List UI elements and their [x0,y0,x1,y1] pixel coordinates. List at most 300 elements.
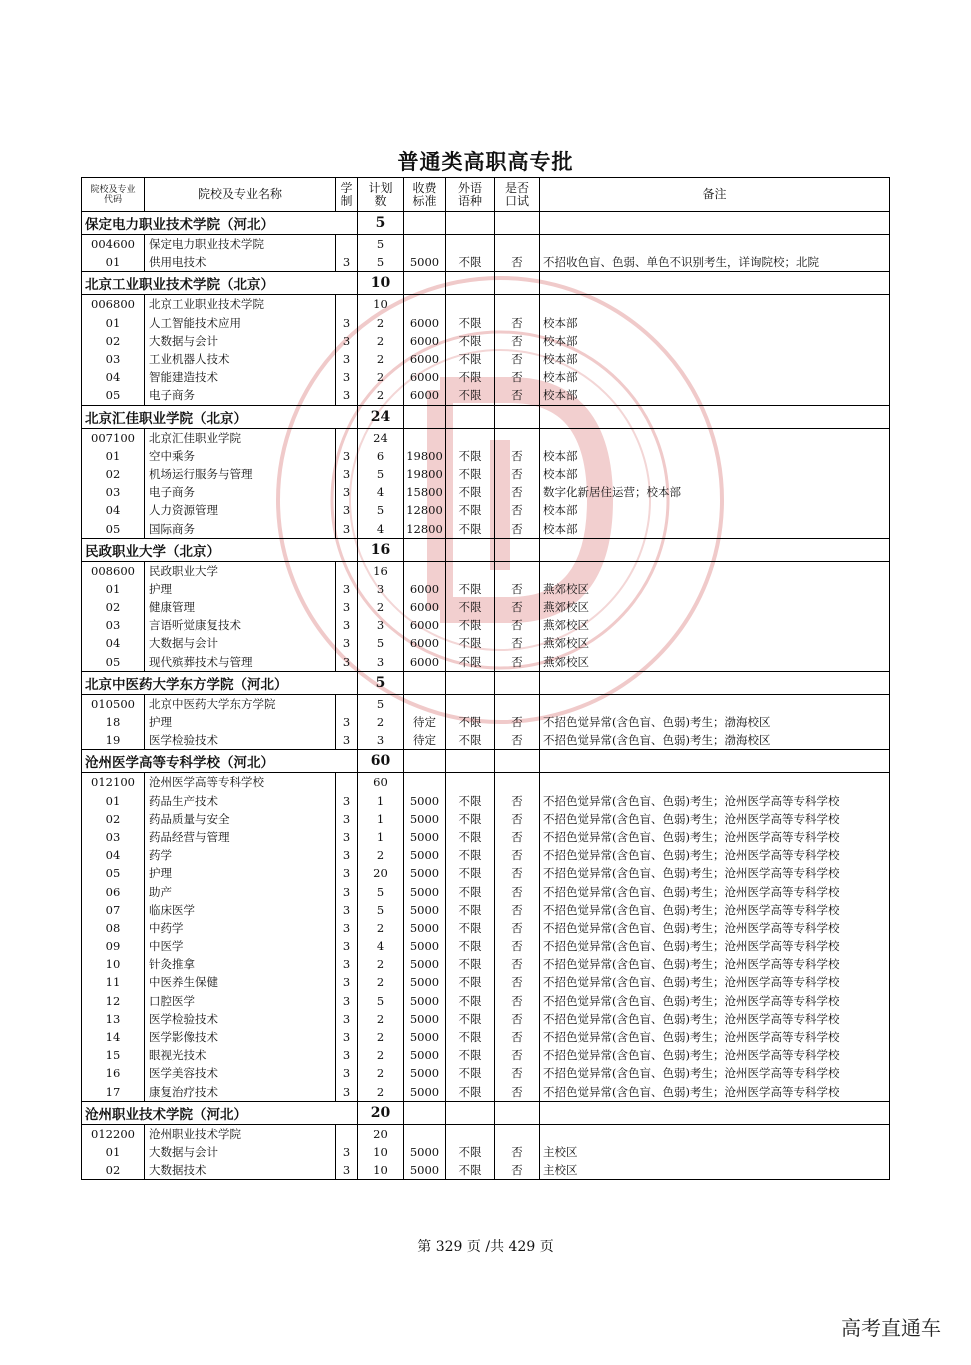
major-oral: 否 [495,955,540,973]
major-years: 3 [336,332,358,350]
major-row [82,731,890,750]
major-plan: 2 [358,386,404,405]
major-fee: 5000 [404,955,446,973]
major-language: 不限 [446,1143,495,1161]
header-name: 院校及专业名称 [145,178,336,212]
major-years: 3 [336,1064,358,1082]
major-row [82,314,890,332]
major-row [82,616,890,634]
major-plan: 5 [358,901,404,919]
major-code: 02 [82,810,145,828]
major-code: 02 [82,598,145,616]
major-code: 02 [82,1161,145,1180]
major-language: 不限 [446,653,495,672]
major-fee: 6000 [404,598,446,616]
major-name: 医学美容技术 [145,1064,336,1082]
major-name: 医学检验技术 [145,1010,336,1028]
table-body [82,212,890,1180]
major-code: 14 [82,1028,145,1046]
major-code: 02 [82,332,145,350]
major-fee: 5000 [404,864,446,882]
major-language: 不限 [446,792,495,810]
institution-header-row [82,538,890,561]
major-language: 不限 [446,465,495,483]
institution-plan-total: 5 [358,671,404,694]
major-oral: 否 [495,1010,540,1028]
major-name: 护理 [145,580,336,598]
major-oral: 否 [495,350,540,368]
major-fee: 6000 [404,368,446,386]
major-code: 06 [82,882,145,900]
major-oral: 否 [495,519,540,538]
major-fee: 5000 [404,973,446,991]
major-name: 机场运行服务与管理 [145,465,336,483]
major-oral: 否 [495,483,540,501]
major-language: 不限 [446,1046,495,1064]
major-name: 药学 [145,846,336,864]
major-name: 大数据与会计 [145,1143,336,1161]
major-oral: 否 [495,731,540,750]
institution-name: 沧州职业技术学院 [145,1124,336,1143]
major-remark: 主校区 [540,1161,890,1180]
major-code: 03 [82,350,145,368]
major-language: 不限 [446,386,495,405]
institution-plan: 16 [358,561,404,580]
institution-code: 007100 [82,428,145,447]
major-row [82,253,890,272]
major-code: 01 [82,580,145,598]
major-code: 04 [82,368,145,386]
major-fee: 5000 [404,882,446,900]
major-remark: 校本部 [540,465,890,483]
major-code: 12 [82,992,145,1010]
major-language: 不限 [446,634,495,652]
institution-plan: 24 [358,428,404,447]
institution-code-row [82,561,890,580]
major-name: 中医学 [145,937,336,955]
major-language: 不限 [446,973,495,991]
major-name: 护理 [145,713,336,731]
major-plan: 20 [358,864,404,882]
major-plan: 2 [358,846,404,864]
major-plan: 2 [358,332,404,350]
major-plan: 10 [358,1143,404,1161]
institution-name: 沧州医学高等专科学校 [145,773,336,792]
institution-header-row [82,671,890,694]
major-name: 国际商务 [145,519,336,538]
institution-name: 民政职业大学 [145,561,336,580]
major-language: 不限 [446,1083,495,1102]
major-oral: 否 [495,580,540,598]
major-years: 3 [336,846,358,864]
institution-code-row [82,295,890,314]
major-remark: 校本部 [540,314,890,332]
major-code: 01 [82,1143,145,1161]
major-language: 不限 [446,483,495,501]
major-code: 19 [82,731,145,750]
major-years: 3 [336,1143,358,1161]
institution-code: 012100 [82,773,145,792]
major-name: 眼视光技术 [145,1046,336,1064]
major-remark: 不招色觉异常(含色盲、色弱)考生；沧州医学高等专科学校 [540,937,890,955]
institution-title: 北京中医药大学东方学院（河北） [82,671,358,694]
major-remark: 不招色觉异常(含色盲、色弱)考生；沧州医学高等专科学校 [540,1064,890,1082]
major-name: 现代殡葬技术与管理 [145,653,336,672]
major-plan: 1 [358,828,404,846]
institution-plan-total: 16 [358,538,404,561]
institution-name: 北京汇佳职业学院 [145,428,336,447]
major-fee: 5000 [404,919,446,937]
institution-code: 012200 [82,1124,145,1143]
major-row [82,483,890,501]
major-row [82,368,890,386]
major-name: 大数据与会计 [145,634,336,652]
institution-code-row [82,428,890,447]
institution-header-row [82,272,890,295]
major-oral: 否 [495,792,540,810]
institution-code-row [82,694,890,713]
major-row [82,713,890,731]
major-years: 3 [336,713,358,731]
major-language: 不限 [446,501,495,519]
major-code: 01 [82,314,145,332]
major-row [82,973,890,991]
major-remark: 不招色觉异常(含色盲、色弱)考生；沧州医学高等专科学校 [540,919,890,937]
major-row [82,598,890,616]
institution-title: 沧州医学高等专科学校（河北） [82,750,358,773]
major-plan: 1 [358,810,404,828]
major-plan: 2 [358,1064,404,1082]
institution-code: 004600 [82,235,145,254]
major-code: 03 [82,616,145,634]
major-remark: 校本部 [540,386,890,405]
major-years: 3 [336,973,358,991]
major-row [82,332,890,350]
institution-plan-total: 60 [358,750,404,773]
institution-plan-total: 5 [358,212,404,235]
major-row [82,955,890,973]
major-code: 07 [82,901,145,919]
major-code: 16 [82,1064,145,1082]
major-years: 3 [336,955,358,973]
major-code: 13 [82,1010,145,1028]
major-oral: 否 [495,386,540,405]
major-remark: 校本部 [540,501,890,519]
major-language: 不限 [446,253,495,272]
major-remark: 不招色觉异常(含色盲、色弱)考生；沧州医学高等专科学校 [540,810,890,828]
major-fee: 5000 [404,1161,446,1180]
major-remark: 不招色觉异常(含色盲、色弱)考生；沧州医学高等专科学校 [540,882,890,900]
header-fee: 收费 标准 [404,178,446,212]
major-plan: 2 [358,973,404,991]
major-remark: 不招色觉异常(含色盲、色弱)考生；沧州医学高等专科学校 [540,973,890,991]
major-code: 05 [82,519,145,538]
major-plan: 2 [358,955,404,973]
major-plan: 2 [358,1046,404,1064]
header-remark: 备注 [540,178,890,212]
major-plan: 4 [358,937,404,955]
major-fee: 5000 [404,1010,446,1028]
major-fee: 5000 [404,1028,446,1046]
major-years: 3 [336,314,358,332]
major-years: 3 [336,519,358,538]
major-fee: 15800 [404,483,446,501]
major-years: 3 [336,1161,358,1180]
major-code: 01 [82,447,145,465]
major-remark: 不招色觉异常(含色盲、色弱)考生；沧州医学高等专科学校 [540,901,890,919]
major-years: 3 [336,792,358,810]
major-language: 不限 [446,1010,495,1028]
major-years: 3 [336,937,358,955]
major-row [82,882,890,900]
major-fee: 5000 [404,992,446,1010]
major-row [82,810,890,828]
major-code: 11 [82,973,145,991]
major-years: 3 [336,992,358,1010]
major-fee: 12800 [404,519,446,538]
major-name: 中医养生保健 [145,973,336,991]
major-plan: 5 [358,501,404,519]
major-row [82,634,890,652]
major-code: 15 [82,1046,145,1064]
institution-name: 保定电力职业技术学院 [145,235,336,254]
major-oral: 否 [495,846,540,864]
major-plan: 2 [358,713,404,731]
major-fee: 5000 [404,937,446,955]
major-language: 不限 [446,882,495,900]
major-years: 3 [336,1028,358,1046]
major-plan: 5 [358,992,404,1010]
major-row [82,501,890,519]
major-row [82,864,890,882]
major-remark: 燕郊校区 [540,653,890,672]
major-remark: 不招色觉异常(含色盲、色弱)考生；沧州医学高等专科学校 [540,1046,890,1064]
major-fee: 5000 [404,1064,446,1082]
major-remark: 校本部 [540,350,890,368]
major-code: 04 [82,634,145,652]
major-code: 03 [82,828,145,846]
major-years: 3 [336,810,358,828]
major-oral: 否 [495,1083,540,1102]
institution-plan-total: 24 [358,405,404,428]
major-oral: 否 [495,810,540,828]
major-plan: 2 [358,368,404,386]
major-remark: 不招色觉异常(含色盲、色弱)考生；沧州医学高等专科学校 [540,1010,890,1028]
major-oral: 否 [495,314,540,332]
institution-header-row [82,212,890,235]
major-code: 09 [82,937,145,955]
major-remark: 不招色觉异常(含色盲、色弱)考生；沧州医学高等专科学校 [540,955,890,973]
institution-name: 北京中医药大学东方学院 [145,694,336,713]
major-language: 不限 [446,919,495,937]
major-oral: 否 [495,447,540,465]
major-years: 3 [336,580,358,598]
major-plan: 2 [358,1028,404,1046]
major-plan: 2 [358,314,404,332]
major-row [82,937,890,955]
major-plan: 3 [358,616,404,634]
major-code: 08 [82,919,145,937]
institution-title: 北京汇佳职业学院（北京） [82,405,358,428]
major-language: 不限 [446,992,495,1010]
major-fee: 6000 [404,386,446,405]
major-code: 05 [82,864,145,882]
major-name: 工业机器人技术 [145,350,336,368]
major-remark: 燕郊校区 [540,580,890,598]
institution-title: 沧州职业技术学院（河北） [82,1101,358,1124]
admission-plan-table [81,177,890,1180]
institution-name: 北京工业职业技术学院 [145,295,336,314]
major-oral: 否 [495,1161,540,1180]
major-row [82,350,890,368]
major-language: 不限 [446,314,495,332]
major-fee: 6000 [404,634,446,652]
major-language: 不限 [446,828,495,846]
major-row [82,1143,890,1161]
major-language: 不限 [446,846,495,864]
major-name: 助产 [145,882,336,900]
major-row [82,465,890,483]
major-fee: 6000 [404,653,446,672]
institution-title: 保定电力职业技术学院（河北） [82,212,358,235]
major-language: 不限 [446,1161,495,1180]
major-oral: 否 [495,1143,540,1161]
major-years: 3 [336,616,358,634]
major-row [82,1046,890,1064]
major-remark: 不招色觉异常(含色盲、色弱)考生；沧州医学高等专科学校 [540,864,890,882]
major-language: 不限 [446,864,495,882]
major-oral: 否 [495,919,540,937]
major-oral: 否 [495,465,540,483]
major-remark: 不招色觉异常(含色盲、色弱)考生；沧州医学高等专科学校 [540,1028,890,1046]
major-language: 不限 [446,955,495,973]
major-code: 01 [82,253,145,272]
major-plan: 5 [358,253,404,272]
major-fee: 5000 [404,1143,446,1161]
major-name: 电子商务 [145,386,336,405]
major-years: 3 [336,919,358,937]
institution-header-row [82,750,890,773]
header-years: 学 制 [336,178,358,212]
institution-title: 民政职业大学（北京） [82,538,358,561]
major-plan: 2 [358,598,404,616]
major-language: 不限 [446,580,495,598]
major-language: 不限 [446,368,495,386]
institution-code-row [82,235,890,254]
major-fee: 19800 [404,465,446,483]
major-language: 不限 [446,598,495,616]
major-oral: 否 [495,1064,540,1082]
major-name: 人力资源管理 [145,501,336,519]
major-language: 不限 [446,1028,495,1046]
major-fee: 5000 [404,810,446,828]
institution-plan-total: 20 [358,1101,404,1124]
major-language: 不限 [446,616,495,634]
major-language: 不限 [446,810,495,828]
major-oral: 否 [495,332,540,350]
major-row [82,846,890,864]
major-name: 口腔医学 [145,992,336,1010]
major-remark: 校本部 [540,519,890,538]
major-name: 中药学 [145,919,336,937]
major-years: 3 [336,447,358,465]
major-name: 医学影像技术 [145,1028,336,1046]
major-fee: 5000 [404,253,446,272]
institution-plan-total: 10 [358,272,404,295]
major-row [82,792,890,810]
major-remark: 不招色觉异常(含色盲、色弱)考生；渤海校区 [540,731,890,750]
page-title: 普通类高职高专批 [397,150,574,174]
major-remark: 不招色觉异常(含色盲、色弱)考生；渤海校区 [540,713,890,731]
major-fee: 6000 [404,580,446,598]
major-oral: 否 [495,937,540,955]
major-remark: 不招色觉异常(含色盲、色弱)考生；沧州医学高等专科学校 [540,792,890,810]
major-fee: 5000 [404,901,446,919]
major-plan: 3 [358,731,404,750]
major-remark: 校本部 [540,332,890,350]
major-years: 3 [336,653,358,672]
institution-plan: 20 [358,1124,404,1143]
major-row [82,1064,890,1082]
major-remark: 校本部 [540,447,890,465]
major-oral: 否 [495,713,540,731]
major-oral: 否 [495,598,540,616]
major-name: 护理 [145,864,336,882]
major-language: 不限 [446,713,495,731]
major-code: 04 [82,846,145,864]
major-oral: 否 [495,882,540,900]
major-code: 05 [82,386,145,405]
major-language: 不限 [446,519,495,538]
major-years: 3 [336,465,358,483]
major-code: 17 [82,1083,145,1102]
major-plan: 2 [358,350,404,368]
major-years: 3 [336,634,358,652]
major-code: 10 [82,955,145,973]
major-fee: 5000 [404,792,446,810]
major-years: 3 [336,386,358,405]
major-years: 3 [336,483,358,501]
major-oral: 否 [495,634,540,652]
major-oral: 否 [495,368,540,386]
major-plan: 5 [358,465,404,483]
major-plan: 5 [358,882,404,900]
major-years: 3 [336,1046,358,1064]
major-oral: 否 [495,1046,540,1064]
major-fee: 5000 [404,846,446,864]
major-language: 不限 [446,1064,495,1082]
major-years: 3 [336,598,358,616]
major-name: 药品生产技术 [145,792,336,810]
major-language: 不限 [446,350,495,368]
major-plan: 4 [358,483,404,501]
major-plan: 3 [358,653,404,672]
major-name: 药品质量与安全 [145,810,336,828]
major-name: 言语听觉康复技术 [145,616,336,634]
major-row [82,580,890,598]
major-remark: 不招色觉异常(含色盲、色弱)考生；沧州医学高等专科学校 [540,992,890,1010]
major-name: 健康管理 [145,598,336,616]
major-remark: 不招色觉异常(含色盲、色弱)考生；沧州医学高等专科学校 [540,828,890,846]
major-code: 03 [82,483,145,501]
major-remark: 不招收色盲、色弱、单色不识别考生，详询院校；北院 [540,253,890,272]
major-language: 不限 [446,447,495,465]
header-plan: 计划 数 [358,178,404,212]
major-oral: 否 [495,253,540,272]
major-code: 02 [82,465,145,483]
major-fee: 5000 [404,1046,446,1064]
major-fee: 6000 [404,350,446,368]
